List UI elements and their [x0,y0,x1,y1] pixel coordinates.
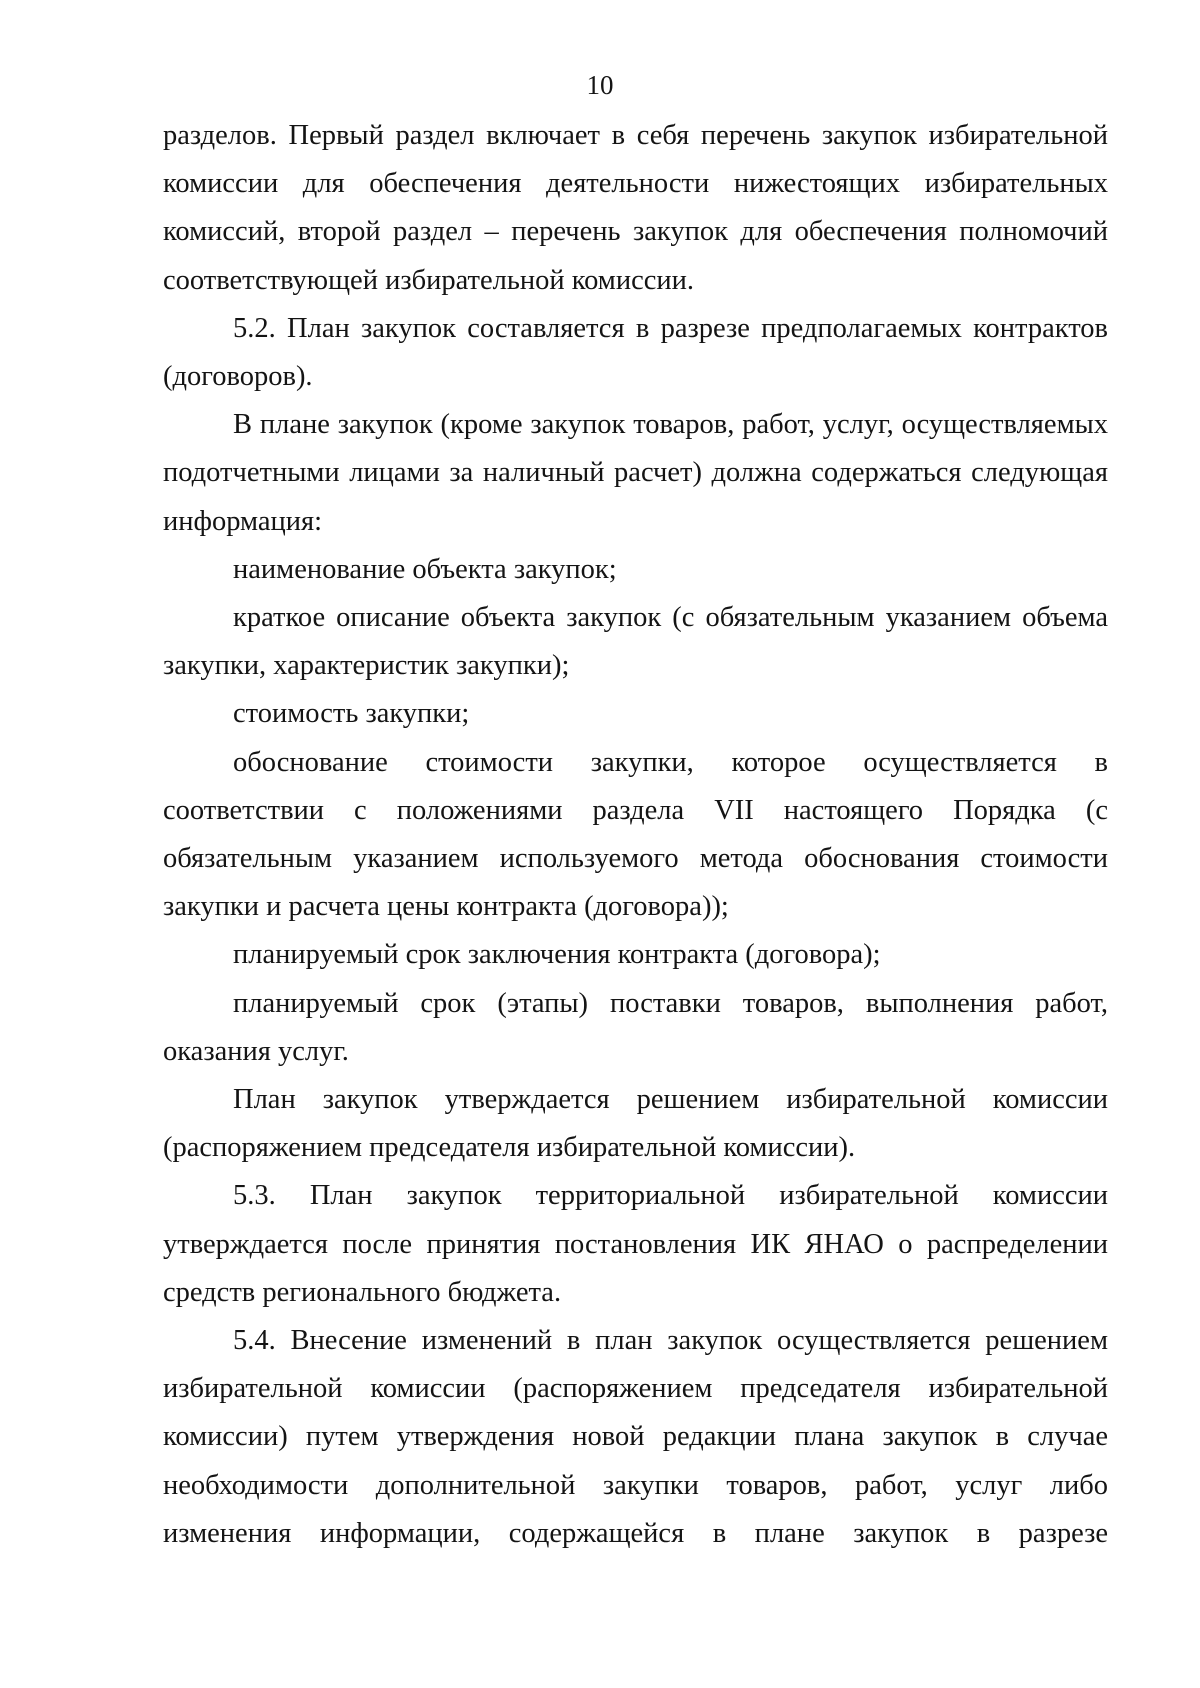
paragraph-5-3: 5.3. План закупок территориальной избирательной комиссии утверждается после принятия постановления ИК ЯНАО о распределении средств регионального бюджета. [163,1180,1108,1308]
paragraph-5-4: 5.4. Внесение изменений в план закупок осуществляется решением избирательной комиссии (распоряжением председателя избирательной комиссии) путем утверждения новой редакции плана закупок в случае необходимости дополнительной закупки товаров, работ, услуг либо изменения информации, содержащейся в плане закупок в разрезе [163,1325,1108,1549]
list-item-cost-justification: обоснование стоимости закупки, которое осуществляется в соответствии с положениями раздела VII настоящего Порядка (с обязательным указанием используемого метода обоснования стоимости закупки и расчета цены контракта (договора)); [163,746,1108,923]
paragraph-sections: разделов. Первый раздел включает в себя перечень закупок избирательной комиссии для обеспечения деятельности нижестоящих избирательных комиссий, второй раздел – перечень закупок для обеспечения полномочий соответствующей избирательной комиссии. [163,120,1108,296]
page-number: 10 [586,70,614,100]
paragraph-plan-approval: План закупок утверждается решением избирательной комиссии (распоряжением председателя избирательной комиссии). [163,1084,1108,1164]
document-body [163,112,1108,1558]
paragraph-plan-info: В плане закупок (кроме закупок товаров, работ, услуг, осуществляемых подотчетными лицами за наличный расчет) должна содержаться следующая информация: [163,409,1108,537]
list-item-object-name: наименование объекта закупок; [233,553,617,585]
paragraph-5-2: 5.2. План закупок составляется в разрезе предполагаемых контрактов (договоров). [163,312,1108,393]
list-item-contract-term: планируемый срок заключения контракта (договора); [233,939,881,971]
list-item-delivery-term: планируемый срок (этапы) поставки товаров, выполнения работ, оказания услуг. [163,987,1108,1067]
list-item-object-description: краткое описание объекта закупок (с обязательным указанием объема закупки, характеристик закупки); [163,602,1108,682]
list-item-cost: стоимость закупки; [233,698,470,730]
